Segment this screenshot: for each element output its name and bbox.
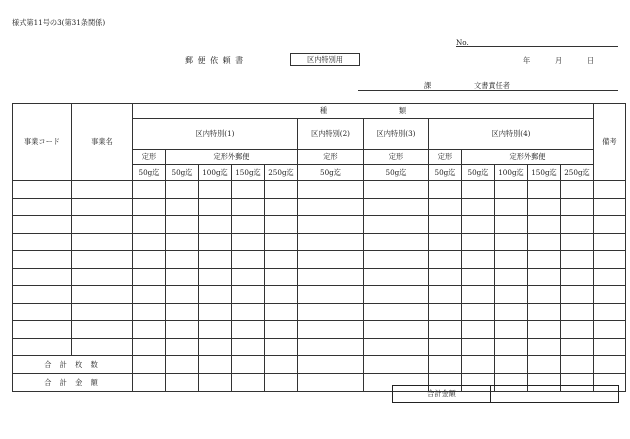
data-cell[interactable]	[495, 233, 528, 251]
data-cell[interactable]	[528, 338, 561, 356]
data-cell[interactable]	[561, 233, 594, 251]
data-row	[13, 198, 626, 216]
data-cell[interactable]	[13, 303, 72, 321]
total-cell[interactable]	[133, 356, 166, 374]
header-remarks: 備考	[594, 104, 626, 181]
data-cell[interactable]	[72, 233, 133, 251]
total-cell[interactable]	[594, 356, 626, 374]
header-business-code: 事業コード	[13, 104, 72, 181]
total-cell[interactable]	[462, 356, 495, 374]
data-cell[interactable]	[13, 216, 72, 234]
data-cell[interactable]	[462, 268, 495, 286]
data-cell[interactable]	[561, 251, 594, 269]
data-cell[interactable]	[594, 216, 626, 234]
data-cell[interactable]	[429, 181, 462, 199]
g3-standard: 定形	[364, 150, 429, 165]
data-cell[interactable]	[199, 303, 232, 321]
total-cell[interactable]	[298, 374, 364, 392]
total-cell[interactable]	[528, 356, 561, 374]
data-cell[interactable]	[528, 321, 561, 339]
document-no-label: No.	[456, 38, 469, 47]
total-cell[interactable]	[429, 356, 462, 374]
data-row	[13, 233, 626, 251]
data-cell[interactable]	[594, 286, 626, 304]
date-year-label: 年	[523, 56, 531, 65]
data-cell[interactable]	[133, 251, 166, 269]
data-cell[interactable]	[495, 286, 528, 304]
g1-nonstd-150g: 150g迄	[232, 165, 265, 181]
g4-standard: 定形	[429, 150, 462, 165]
section-label: 課	[424, 81, 432, 90]
data-cell[interactable]	[561, 268, 594, 286]
data-cell[interactable]	[199, 198, 232, 216]
data-cell[interactable]	[232, 303, 265, 321]
data-cell[interactable]	[133, 198, 166, 216]
data-cell[interactable]	[72, 198, 133, 216]
summary-total-label: 合計金額	[393, 386, 491, 403]
total-count-label: 合 計 枚 数	[13, 356, 133, 374]
summary-box	[392, 385, 619, 403]
data-cell[interactable]	[199, 268, 232, 286]
g4-nonstd-50g: 50g迄	[462, 165, 495, 181]
g4-nonstd-100g: 100g迄	[495, 165, 528, 181]
data-row	[13, 251, 626, 269]
data-cell[interactable]	[594, 338, 626, 356]
data-cell[interactable]	[429, 338, 462, 356]
data-cell[interactable]	[462, 338, 495, 356]
data-cell[interactable]	[133, 303, 166, 321]
data-cell[interactable]	[199, 338, 232, 356]
data-row	[13, 216, 626, 234]
data-cell[interactable]	[265, 198, 298, 216]
data-cell[interactable]	[429, 251, 462, 269]
data-cell[interactable]	[13, 286, 72, 304]
data-cell[interactable]	[72, 181, 133, 199]
data-cell[interactable]	[13, 321, 72, 339]
data-cell[interactable]	[462, 286, 495, 304]
data-cell[interactable]	[594, 233, 626, 251]
data-cell[interactable]	[232, 233, 265, 251]
data-cell[interactable]	[265, 251, 298, 269]
data-cell[interactable]	[495, 181, 528, 199]
data-cell[interactable]	[265, 181, 298, 199]
data-cell[interactable]	[265, 321, 298, 339]
header-group-4: 区内特別(4)	[429, 119, 594, 150]
data-cell[interactable]	[495, 338, 528, 356]
data-cell[interactable]	[462, 321, 495, 339]
data-cell[interactable]	[199, 233, 232, 251]
g4-nonstandard: 定形外郵便	[462, 150, 594, 165]
data-cell[interactable]	[298, 338, 364, 356]
data-cell[interactable]	[265, 338, 298, 356]
department-field[interactable]	[358, 90, 618, 91]
header-category: 種 類	[133, 104, 594, 119]
data-row	[13, 181, 626, 199]
data-cell[interactable]	[166, 338, 199, 356]
data-cell[interactable]	[13, 233, 72, 251]
data-cell[interactable]	[72, 251, 133, 269]
data-cell[interactable]	[561, 338, 594, 356]
data-cell[interactable]	[166, 268, 199, 286]
g4-std-50g: 50g迄	[429, 165, 462, 181]
data-cell[interactable]	[72, 338, 133, 356]
data-cell[interactable]	[232, 251, 265, 269]
data-cell[interactable]	[72, 321, 133, 339]
data-cell[interactable]	[429, 268, 462, 286]
data-row	[13, 286, 626, 304]
data-cell[interactable]	[528, 303, 561, 321]
data-cell[interactable]	[561, 321, 594, 339]
total-cell[interactable]	[199, 356, 232, 374]
data-cell[interactable]	[72, 216, 133, 234]
data-cell[interactable]	[265, 233, 298, 251]
data-cell[interactable]	[429, 303, 462, 321]
data-cell[interactable]	[133, 338, 166, 356]
g4-nonstd-250g: 250g迄	[561, 165, 594, 181]
data-cell[interactable]	[298, 251, 364, 269]
data-cell[interactable]	[232, 268, 265, 286]
data-cell[interactable]	[495, 216, 528, 234]
data-cell[interactable]	[561, 286, 594, 304]
g1-nonstd-100g: 100g迄	[199, 165, 232, 181]
data-cell[interactable]	[298, 181, 364, 199]
data-cell[interactable]	[594, 321, 626, 339]
data-cell[interactable]	[528, 286, 561, 304]
data-cell[interactable]	[199, 181, 232, 199]
data-cell[interactable]	[232, 216, 265, 234]
g1-std-50g: 50g迄	[133, 165, 166, 181]
data-row	[13, 338, 626, 356]
badge-kunai-tokubetsu: 区内特別用	[290, 53, 360, 66]
header-group-1: 区内特別(1)	[133, 119, 298, 150]
total-cell[interactable]	[495, 356, 528, 374]
data-cell[interactable]	[364, 286, 429, 304]
g2-std-50g: 50g迄	[298, 165, 364, 181]
page-title: 郵 便 依 頼 書	[185, 56, 245, 65]
data-cell[interactable]	[13, 181, 72, 199]
g4-nonstd-150g: 150g迄	[528, 165, 561, 181]
data-cell[interactable]	[298, 286, 364, 304]
data-cell[interactable]	[265, 303, 298, 321]
data-cell[interactable]	[265, 216, 298, 234]
data-cell[interactable]	[232, 338, 265, 356]
data-cell[interactable]	[364, 268, 429, 286]
data-cell[interactable]	[13, 268, 72, 286]
data-row	[13, 321, 626, 339]
total-amount-label: 合 計 金 額	[13, 374, 133, 392]
data-cell[interactable]	[166, 251, 199, 269]
total-cell[interactable]	[265, 374, 298, 392]
data-cell[interactable]	[364, 233, 429, 251]
data-cell[interactable]	[462, 181, 495, 199]
data-cell[interactable]	[429, 216, 462, 234]
data-cell[interactable]	[594, 198, 626, 216]
data-cell[interactable]	[528, 268, 561, 286]
header-business-name: 事業名	[72, 104, 133, 181]
total-cell[interactable]	[232, 374, 265, 392]
data-cell[interactable]	[429, 198, 462, 216]
total-cell[interactable]	[232, 356, 265, 374]
data-cell[interactable]	[166, 286, 199, 304]
date-month-label: 月	[555, 56, 563, 65]
total-cell[interactable]	[166, 356, 199, 374]
header-group-3: 区内特別(3)	[364, 119, 429, 150]
data-row	[13, 303, 626, 321]
mail-request-table	[12, 103, 626, 392]
data-cell[interactable]	[364, 303, 429, 321]
header-group-2: 区内特別(2)	[298, 119, 364, 150]
document-no-field[interactable]	[456, 46, 618, 47]
data-cell[interactable]	[528, 181, 561, 199]
data-cell[interactable]	[528, 216, 561, 234]
data-cell[interactable]	[72, 303, 133, 321]
data-cell[interactable]	[495, 251, 528, 269]
data-cell[interactable]	[429, 321, 462, 339]
data-cell[interactable]	[364, 198, 429, 216]
total-cell[interactable]	[364, 356, 429, 374]
g2-standard: 定形	[298, 150, 364, 165]
data-cell[interactable]	[13, 251, 72, 269]
date-day-label: 日	[587, 56, 595, 65]
data-cell[interactable]	[594, 303, 626, 321]
data-cell[interactable]	[298, 198, 364, 216]
total-cell[interactable]	[561, 356, 594, 374]
data-cell[interactable]	[364, 338, 429, 356]
data-cell[interactable]	[199, 216, 232, 234]
data-cell[interactable]	[495, 198, 528, 216]
data-cell[interactable]	[265, 268, 298, 286]
g1-nonstd-250g: 250g迄	[265, 165, 298, 181]
data-cell[interactable]	[13, 338, 72, 356]
data-cell[interactable]	[364, 181, 429, 199]
data-cell[interactable]	[133, 181, 166, 199]
g3-std-50g: 50g迄	[364, 165, 429, 181]
data-cell[interactable]	[298, 321, 364, 339]
data-cell[interactable]	[166, 321, 199, 339]
data-cell[interactable]	[232, 198, 265, 216]
data-cell[interactable]	[594, 268, 626, 286]
data-cell[interactable]	[133, 233, 166, 251]
data-cell[interactable]	[561, 181, 594, 199]
total-cell[interactable]	[166, 374, 199, 392]
total-cell[interactable]	[265, 356, 298, 374]
data-cell[interactable]	[166, 216, 199, 234]
data-cell[interactable]	[133, 268, 166, 286]
g1-standard: 定形	[133, 150, 166, 165]
total-cell[interactable]	[298, 356, 364, 374]
data-cell[interactable]	[298, 268, 364, 286]
data-cell[interactable]	[561, 303, 594, 321]
data-cell[interactable]	[561, 216, 594, 234]
data-row	[13, 268, 626, 286]
data-cell[interactable]	[594, 251, 626, 269]
data-cell[interactable]	[429, 286, 462, 304]
data-cell[interactable]	[364, 216, 429, 234]
data-cell[interactable]	[462, 303, 495, 321]
summary-total-field[interactable]	[491, 386, 619, 403]
officer-label: 文書責任者	[474, 81, 510, 90]
data-cell[interactable]	[232, 181, 265, 199]
data-cell[interactable]	[429, 233, 462, 251]
data-cell[interactable]	[166, 303, 199, 321]
data-cell[interactable]	[298, 233, 364, 251]
data-cell[interactable]	[495, 321, 528, 339]
total-count-row	[13, 356, 626, 374]
data-cell[interactable]	[298, 216, 364, 234]
data-cell[interactable]	[199, 251, 232, 269]
data-cell[interactable]	[232, 321, 265, 339]
data-cell[interactable]	[166, 233, 199, 251]
data-cell[interactable]	[364, 321, 429, 339]
data-cell[interactable]	[462, 216, 495, 234]
data-cell[interactable]	[298, 303, 364, 321]
data-cell[interactable]	[232, 286, 265, 304]
form-number: 様式第11号の3(第31条関係)	[12, 18, 106, 27]
data-cell[interactable]	[133, 216, 166, 234]
data-cell[interactable]	[166, 198, 199, 216]
total-cell[interactable]	[199, 374, 232, 392]
data-cell[interactable]	[72, 286, 133, 304]
g1-nonstandard: 定形外郵便	[166, 150, 298, 165]
data-cell[interactable]	[561, 198, 594, 216]
data-cell[interactable]	[199, 321, 232, 339]
data-cell[interactable]	[594, 181, 626, 199]
data-cell[interactable]	[265, 286, 298, 304]
g1-nonstd-50g: 50g迄	[166, 165, 199, 181]
data-cell[interactable]	[462, 233, 495, 251]
data-cell[interactable]	[462, 251, 495, 269]
data-cell[interactable]	[72, 268, 133, 286]
data-cell[interactable]	[528, 251, 561, 269]
data-cell[interactable]	[199, 286, 232, 304]
data-cell[interactable]	[528, 233, 561, 251]
data-cell[interactable]	[528, 198, 561, 216]
data-cell[interactable]	[133, 286, 166, 304]
data-cell[interactable]	[166, 181, 199, 199]
data-cell[interactable]	[495, 303, 528, 321]
data-cell[interactable]	[13, 198, 72, 216]
data-cell[interactable]	[462, 198, 495, 216]
data-cell[interactable]	[133, 321, 166, 339]
data-cell[interactable]	[364, 251, 429, 269]
data-cell[interactable]	[495, 268, 528, 286]
total-cell[interactable]	[133, 374, 166, 392]
